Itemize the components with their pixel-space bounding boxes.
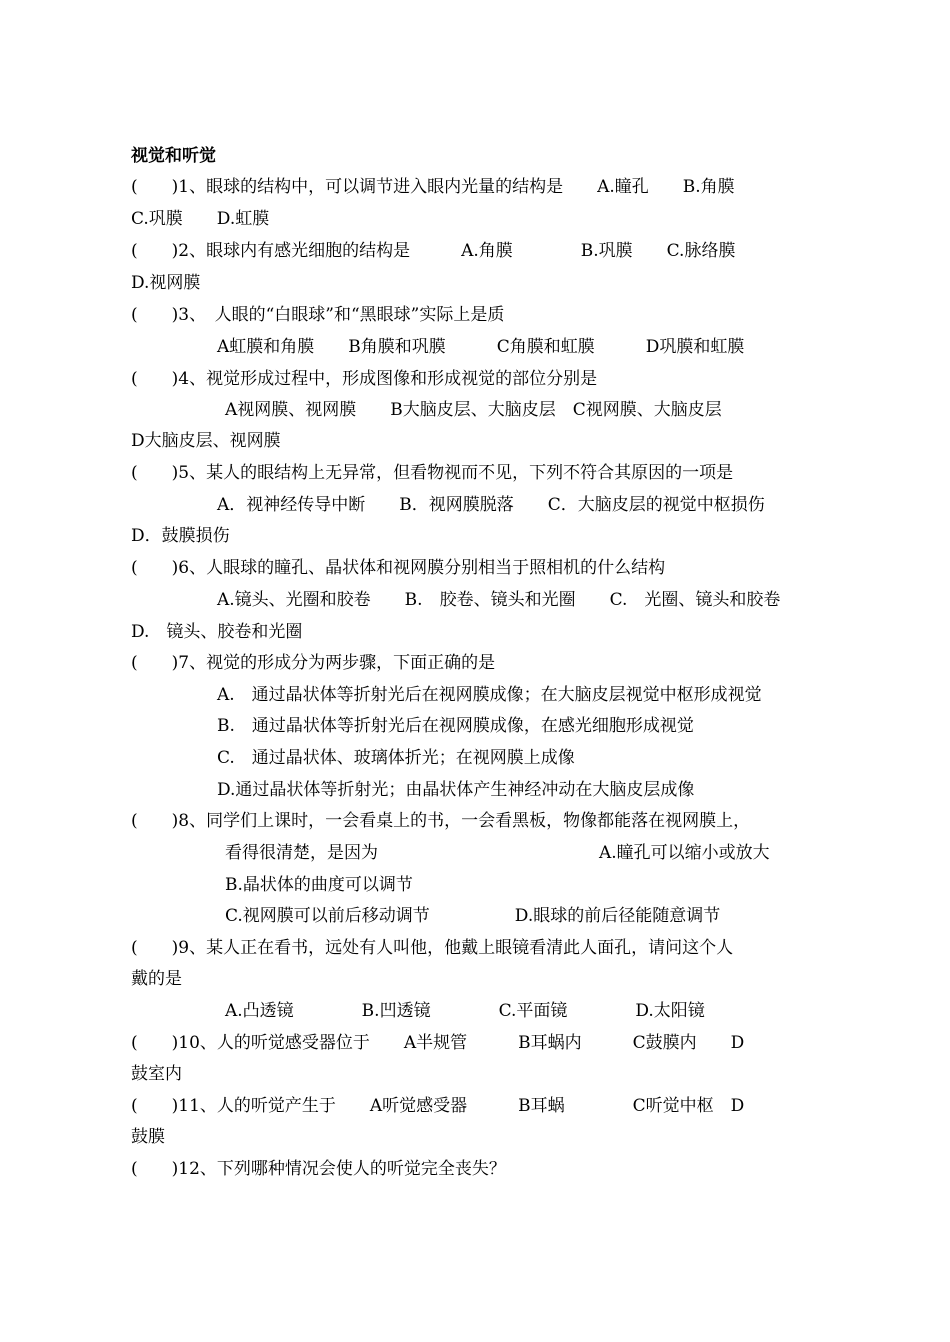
question-2-options-cont: D.视网膜 <box>131 273 201 293</box>
question-7: ( )7、视觉的形成分为两步骤，下面正确的是 <box>131 653 496 673</box>
question-10: ( )10、人的听觉感受器位于 A半规管 B耳蜗内 C鼓膜内 D <box>131 1033 745 1053</box>
question-5-options: A．视神经传导中断 B．视网膜脱落 C．大脑皮层的视觉中枢损伤 <box>217 495 765 515</box>
question-4: ( )4、视觉形成过程中，形成图像和形成视觉的部位分别是 <box>131 369 598 389</box>
question-8: ( )8、同学们上课时，一会看桌上的书，一会看黑板，物像都能落在视网膜上， <box>131 811 751 831</box>
question-1: ( )1、眼球的结构中，可以调节进入眼内光量的结构是 A.瞳孔 B.角膜 <box>131 177 735 197</box>
question-10-options-cont: 鼓室内 <box>131 1064 182 1084</box>
question-6: ( )6、人眼球的瞳孔、晶状体和视网膜分别相当于照相机的什么结构 <box>131 558 666 578</box>
question-9-options: A.凸透镜 B.凹透镜 C.平面镜 D.太阳镜 <box>225 1001 705 1021</box>
question-8-option-b: B.晶状体的曲度可以调节 <box>225 875 413 895</box>
question-5-options-cont: D．鼓膜损伤 <box>131 526 230 546</box>
question-8-cont: 看得很清楚，是因为 A.瞳孔可以缩小或放大 <box>225 843 770 863</box>
question-11: ( )11、人的听觉产生于 A听觉感受器 B耳蜗 C听觉中枢 D <box>131 1096 745 1116</box>
question-11-options-cont: 鼓膜 <box>131 1127 165 1147</box>
question-7-option-b: B. 通过晶状体等折射光后在视网膜成像，在感光细胞形成视觉 <box>217 716 694 736</box>
question-7-option-d: D.通过晶状体等折射光；由晶状体产生神经冲动在大脑皮层成像 <box>217 780 695 800</box>
question-3-options: A虹膜和角膜 B角膜和巩膜 C角膜和虹膜 D巩膜和虹膜 <box>217 337 745 357</box>
question-3: ( )3、 人眼的“白眼球”和“黑眼球”实际上是质 <box>131 305 505 325</box>
question-6-options-cont: D. 镜头、胶卷和光圈 <box>131 622 303 642</box>
page-title: 视觉和听觉 <box>131 146 216 166</box>
question-9-cont: 戴的是 <box>131 969 182 989</box>
question-1-options-cont: C.巩膜 D.虹膜 <box>131 209 270 229</box>
question-7-option-a: A. 通过晶状体等折射光后在视网膜成像；在大脑皮层视觉中枢形成视觉 <box>217 685 762 705</box>
question-8-option-cd: C.视网膜可以前后移动调节 D.眼球的前后径能随意调节 <box>225 906 721 926</box>
question-9: ( )9、某人正在看书，远处有人叫他，他戴上眼镜看清此人面孔，请问这个人 <box>131 938 734 958</box>
question-4-options-cont: D大脑皮层、视网膜 <box>131 431 281 451</box>
question-12: ( )12、下列哪种情况会使人的听觉完全丧失？ <box>131 1159 506 1179</box>
question-6-options: A.镜头、光圈和胶卷 B. 胶卷、镜头和光圈 C. 光圈、镜头和胶卷 <box>217 590 781 610</box>
question-4-options: A视网膜、视网膜 B大脑皮层、大脑皮层 C视网膜、大脑皮层 <box>225 400 722 420</box>
question-5: ( )5、某人的眼结构上无异常，但看物视而不见，下列不符合其原因的一项是 <box>131 463 734 483</box>
question-7-option-c: C. 通过晶状体、玻璃体折光；在视网膜上成像 <box>217 748 575 768</box>
question-2: ( )2、眼球内有感光细胞的结构是 A.角膜 B.巩膜 C.脉络膜 <box>131 241 736 261</box>
